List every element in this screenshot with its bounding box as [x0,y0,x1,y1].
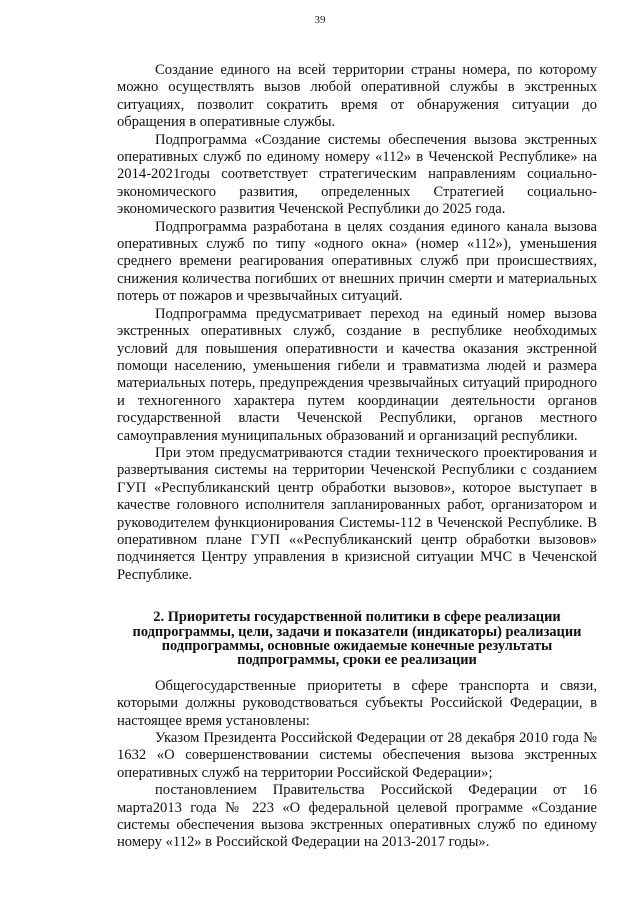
paragraph: При этом предусматриваются стадии технического проектирования и развертывания системы на территории Чеченской Республики с созданием ГУП «Республиканский центр обработки вызовов», которое выступает в качестве головного исполнителя запланированных работ, организатором и руководителем функционирования Системы-112 в Чеченской Республике. В оперативном плане ГУП ««Республиканский центр обработки вызовов» подчиняется Центру управления в кризисной ситуации МЧС в Чеченской Республике. [117,444,597,583]
paragraph: Подпрограмма «Создание системы обеспечения вызова экстренных оперативных служб по единому номеру «112» в Чеченской Республике» на 2014-2021годы соответствует стратегическим направлениям социально-экономического развития, определенных Стратегией социально-экономического развития Чеченской Республики до 2025 года. [117,131,597,218]
heading-line: подпрограммы, основные ожидаемые конечные результаты [161,638,553,654]
paragraph: Подпрограмма предусматривает переход на единый номер вызова экстренных оперативных служб, создание в республике необходимых условий для повышения оперативности и качества оказания экстренной помощи населению, уменьшения гибели и травматизма людей и размера материальных потерь, предупреждения чрезвычайных ситуаций природного и техногенного характера путем координации деятельности органов государственной власти Чеченской Республики, органов местного самоуправления муниципальных образований и организаций республики. [117,305,597,444]
document-body [117,62,597,852]
page-number: 39 [314,14,326,26]
paragraph: постановлением Правительства Российской Федерации от 16 марта2013 года № 223 «О федеральной целевой программе «Создание системы обеспечения вызова экстренных оперативных служб по единому номеру «112» в Российской Федерации на 2013-2017 годы». [117,782,597,851]
paragraph: Подпрограмма разработана в целях создания единого канала вызова оперативных служб по типу «одного окна» (номер «112»), уменьшения среднего времени реагирования оперативных служб при происшествиях, снижения количества погибших от внешних причин смерти и материальных потерь от пожаров и чрезвычайных ситуаций. [117,218,597,305]
paragraph: Создание единого на всей территории страны номера, по которому можно осуществлять вызов любой оперативной службы в экстренных ситуациях, позволит сократить время от обнаружения ситуации до обращения в оперативные службы. [117,62,597,131]
heading-line: подпрограммы, цели, задачи и показатели (индикаторы) реализации [132,623,582,640]
section-heading [117,610,597,668]
paragraph: Указом Президента Российской Федерации от 28 декабря 2010 года № 1632 «О совершенствовании системы обеспечения вызова экстренных оперативных служб на территории Российской Федерации»; [117,730,597,781]
heading-line: подпрограммы, сроки ее реализации [237,652,477,669]
paragraph: Общегосударственные приоритеты в сфере транспорта и связи, которыми должны руководствоваться субъекты Российской Федерации, в настоящее время установлены: [117,677,597,729]
heading-line: 2. Приоритеты государственной политики в сфере реализации [153,609,561,626]
